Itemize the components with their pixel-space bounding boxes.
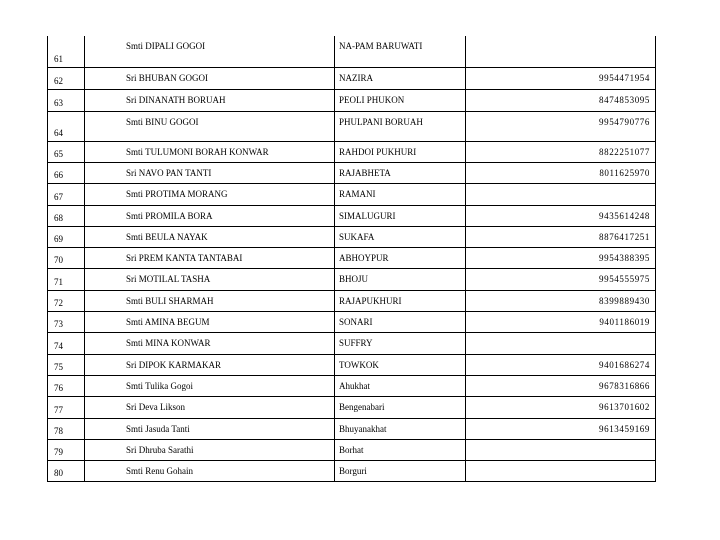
serial-number-cell: 78 <box>48 418 85 439</box>
phone-number-cell: 9613459169 <box>466 418 656 439</box>
phone-number-cell <box>466 332 656 354</box>
serial-number-cell: 68 <box>48 205 85 226</box>
table-row <box>48 332 656 354</box>
member-name-cell: Smti DIPALI GOGOI <box>85 36 335 67</box>
place-cell: PEOLI PHUKON <box>335 89 466 111</box>
table-row <box>48 439 656 460</box>
member-name-cell: Smti BINU GOGOI <box>85 111 335 141</box>
serial-number-cell: 62 <box>48 67 85 89</box>
place-cell: Bengenabari <box>335 396 466 418</box>
place-cell: SONARI <box>335 311 466 332</box>
place-cell: Bhuyanakhat <box>335 418 466 439</box>
table-row <box>48 183 656 205</box>
member-name-cell: Smti AMINA BEGUM <box>85 311 335 332</box>
member-name-cell: Smti BULI SHARMAH <box>85 290 335 311</box>
serial-number-cell: 63 <box>48 89 85 111</box>
serial-number-cell: 76 <box>48 375 85 396</box>
phone-number-cell <box>466 460 656 481</box>
place-cell: BHOJU <box>335 268 466 290</box>
phone-number-cell: 8011625970 <box>466 162 656 183</box>
serial-number-cell: 65 <box>48 141 85 162</box>
phone-number-cell <box>466 183 656 205</box>
serial-number-cell: 79 <box>48 439 85 460</box>
phone-number-cell: 8474853095 <box>466 89 656 111</box>
member-name-cell: Sri DINANATH BORUAH <box>85 89 335 111</box>
member-name-cell: Sri Dhruba Sarathi <box>85 439 335 460</box>
member-name-cell: Sri DIPOK KARMAKAR <box>85 354 335 375</box>
serial-number-cell: 61 <box>48 36 85 67</box>
phone-number-cell: 9401186019 <box>466 311 656 332</box>
serial-number-cell: 80 <box>48 460 85 481</box>
phone-number-cell <box>466 36 656 67</box>
phone-number-cell <box>466 439 656 460</box>
phone-number-cell: 9954790776 <box>466 111 656 141</box>
place-cell: RAJAPUKHURI <box>335 290 466 311</box>
place-cell: Ahukhat <box>335 375 466 396</box>
member-name-cell: Smti Jasuda Tanti <box>85 418 335 439</box>
place-cell: ABHOYPUR <box>335 247 466 268</box>
member-name-cell: Sri Deva Likson <box>85 396 335 418</box>
phone-number-cell: 9435614248 <box>466 205 656 226</box>
member-name-cell: Smti PROTIMA MORANG <box>85 183 335 205</box>
phone-number-cell: 9954388395 <box>466 247 656 268</box>
table-row <box>48 268 656 290</box>
place-cell: Borguri <box>335 460 466 481</box>
serial-number-cell: 67 <box>48 183 85 205</box>
member-name-cell: Smti Renu Gohain <box>85 460 335 481</box>
phone-number-cell: 9613701602 <box>466 396 656 418</box>
table-row <box>48 141 656 162</box>
table-row <box>48 290 656 311</box>
phone-number-cell: 9678316866 <box>466 375 656 396</box>
table-row <box>48 311 656 332</box>
phone-number-cell: 8822251077 <box>466 141 656 162</box>
phone-number-cell: 9954471954 <box>466 67 656 89</box>
serial-number-cell: 75 <box>48 354 85 375</box>
table-row <box>48 36 656 67</box>
table-row <box>48 111 656 141</box>
place-cell: RAMANI <box>335 183 466 205</box>
member-name-cell: Smti TULUMONI BORAH KONWAR <box>85 141 335 162</box>
serial-number-cell: 66 <box>48 162 85 183</box>
serial-number-cell: 71 <box>48 268 85 290</box>
serial-number-cell: 70 <box>48 247 85 268</box>
place-cell: RAHDOI PUKHURI <box>335 141 466 162</box>
member-name-cell: Smti BEULA NAYAK <box>85 226 335 247</box>
table-row <box>48 205 656 226</box>
member-name-cell: Smti Tulika Gogoi <box>85 375 335 396</box>
place-cell: TOWKOK <box>335 354 466 375</box>
serial-number-cell: 64 <box>48 111 85 141</box>
place-cell: PHULPANI BORUAH <box>335 111 466 141</box>
member-name-cell: Sri NAVO PAN TANTI <box>85 162 335 183</box>
serial-number-cell: 69 <box>48 226 85 247</box>
phone-number-cell: 9954555975 <box>466 268 656 290</box>
table-row <box>48 375 656 396</box>
member-name-cell: Sri BHUBAN GOGOI <box>85 67 335 89</box>
phone-number-cell: 8399889430 <box>466 290 656 311</box>
table-row <box>48 226 656 247</box>
table-row <box>48 418 656 439</box>
phone-number-cell: 8876417251 <box>466 226 656 247</box>
member-name-cell: Smti PROMILA BORA <box>85 205 335 226</box>
table-row <box>48 396 656 418</box>
place-cell: SIMALUGURI <box>335 205 466 226</box>
table-row <box>48 354 656 375</box>
member-name-cell: Sri MOTILAL TASHA <box>85 268 335 290</box>
place-cell: SUFFRY <box>335 332 466 354</box>
table-row <box>48 89 656 111</box>
table-row <box>48 67 656 89</box>
table-row <box>48 247 656 268</box>
phone-number-cell: 9401686274 <box>466 354 656 375</box>
serial-number-cell: 73 <box>48 311 85 332</box>
serial-number-cell: 72 <box>48 290 85 311</box>
place-cell: RAJABHETA <box>335 162 466 183</box>
table-row <box>48 460 656 481</box>
serial-number-cell: 74 <box>48 332 85 354</box>
serial-number-cell: 77 <box>48 396 85 418</box>
place-cell: Borhat <box>335 439 466 460</box>
place-cell: NA-PAM BARUWATI <box>335 36 466 67</box>
table-row <box>48 162 656 183</box>
member-name-cell: Smti MINA KONWAR <box>85 332 335 354</box>
place-cell: NAZIRA <box>335 67 466 89</box>
place-cell: SUKAFA <box>335 226 466 247</box>
roster-table <box>47 36 656 482</box>
member-name-cell: Sri PREM KANTA TANTABAI <box>85 247 335 268</box>
